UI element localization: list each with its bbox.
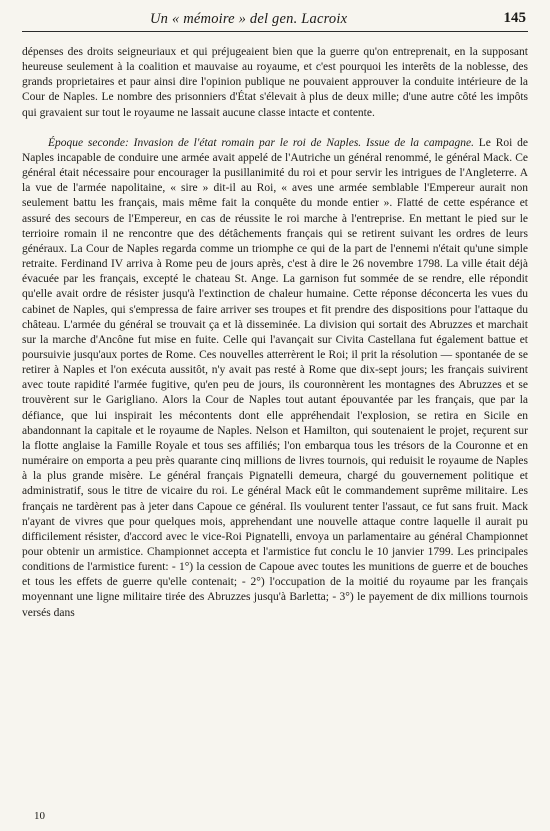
page-header: [22, 7, 528, 32]
paragraph-2: [22, 136, 528, 621]
running-head: Un « mémoire » del gen. Lacroix: [150, 11, 348, 27]
section-title: Époque seconde: Invasion de l'état romain par le roi de Naples. Issue de la campagne.: [48, 136, 474, 149]
paragraph-2-text: Le Roi de Naples incapable de conduire une armée avait appelé de l'Autriche un général renommé, le général Mack. Ce général était nécessaire pour encourager la pusillanimité du roi et pour servir les intrigues de l'Angleterre. A la vue de l'armée napolitaine, « sire » dit-il au Roi, « aves une armée semblable l'Empereur aurait non seulement battu les français, mais même fait la conquête du monde entier ». Flatté de cette espérance et assuré des secours de l'Empereur, en cas de réussite le roi marche à l'entreprise. En mettant le pied sur le terrioire romain il ne rencontre que des détâchements français qui se retirent suivant les ordres de leurs généraux. La Cour de Naples regarda comme un triomphe ce qui de la part de l'ennemi n'était qu'une simple retraite. Ferdinand IV arriva à Rome peu de jours après, c'est à dire le 26 novembre 1798. La ville était déjà évacuée par les français, excepté le chateau St. Ange. La garnison fut sommée de se rendre, elle répondit qu'elle avait ordre de résister jusqu'à l'extinction de chaleur humaine. Cette réponse déconcerta les vues du cabinet de Naples, qui s'empressa de faire arriver ses troupes et fit prendre des dispositions pour l'attaque du château. L'armée du général se trouvait ça et là disseminée. La division qui sortait des Abruzzes et marchait sur la marche d'Ancône fut mise en fuite. Celle qui l'avançait sur Civita Castellana fut également battue et poursuivie jusqu'aux portes de Rome. Ces nouvelles atterrèrent le Roi; il prit la résolution — spontanée de se retirer à Naples et l'on exécuta aussitôt, n'y avait pas resté à Rome que dix-sept jours; les français suivirent avec toute rapidité l'armée fugitive, qu'en peu de jours, ils couronnèrent les montagnes des Abruzzes et se trouvèrent sur le Garigliano. Alors la Cour de Naples tout autant épouvantée par les français, que par la défiance, que lui inspirait les mécontents dont elle appréhendait l'explosion, se retira en Sicile en abandonnant la capitale et le royaume de Naples. Nelson et Hamilton, qui soutenaient le projet, reçurent sur la flotte anglaise la Famille Royale et tous ses affiliés; l'on embarqua tous les trésors de la Couronne et en numéraire on emporta a peu près quarante cinq millions de livres tournois, qui reduisit le royaume de Naples à la plus grande misère. Le général français Pignatelli demeura, chargé du gouvernement politique et administratif, sous le titre de vicaire du roi. Le général Mack eût le commandement suprême militaire. Les français ne tardèrent pas à jeter dans Capoue ce général. Ils voulurent tenter l'assaut, ce fut sans fruit. Mack n'ayant de vivres que pour quelques mois, apprehendant une nouvelle attaque contre laquelle il aurait pu difficilement résister, d'accord avec le vice-Roi Pignatelli, envoya un parlamentaire au général Championnet pour obtenir un armistice. Championnet accepta et l'armistice fut conclu le 10 janvier 1799. Les principales conditions de l'armistice furent: - 1°) la cession de Capoue avec toutes les munitions de guerre et de bouches et tous les effets de guerre qu'elle contenait; - 2°) l'occupation de la moitié du royaume par les français moyennant une ligne militaire tirée des Abruzzes jusqu'à Barletta; - 3°) le payement de dix millions tournois versés dans: [22, 136, 528, 619]
signature-mark: 10: [34, 810, 45, 822]
paragraph-1: dépenses des droits seigneuriaux et qui préjugeaient bien que la guerre qu'on entreprenait, en la supposant heureuse seulement à la coalition et mauvaise au royaume, et c'est pourquoi les interêts de la noblesse, des grands proprietaires et paur ainsi dire l'opinion publique ne pouvaient approuver la conduite intérieure de la Cour de Naples. Le nombre des prisonniers d'État s'élevait à plus de deux mille; d'une autre côté les impôts qui gravaient sur tout le royaume ne lassait aucune classe intacte et contente.: [22, 46, 528, 119]
page-number: 145: [503, 10, 526, 26]
body-text: [22, 45, 528, 621]
